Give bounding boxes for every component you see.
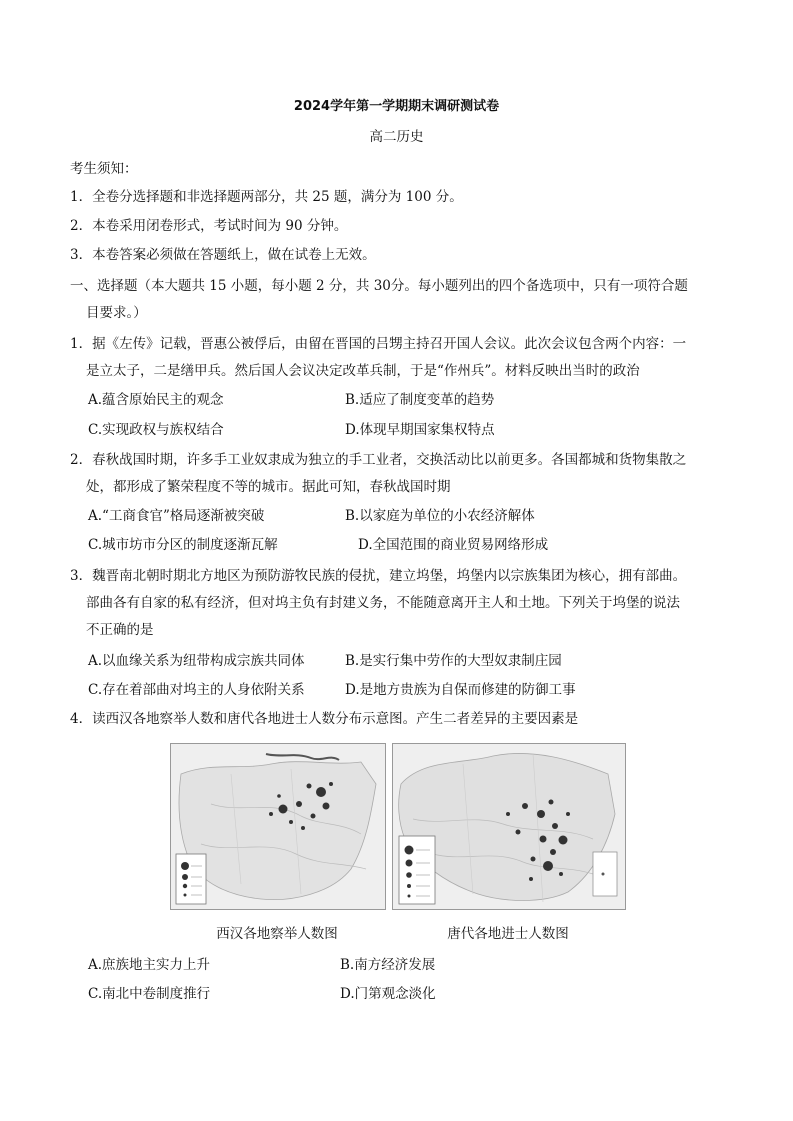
question-3-line-2: 部曲各有自家的私有经济，但对坞主负有封建义务，不能随意离开主人和土地。下列关于坞堡的说法 xyxy=(86,595,680,611)
question-2-option-b[interactable]: B.以家庭为单位的小农经济解体 xyxy=(345,508,535,524)
notice-item-1: 1．全卷分选择题和非选择题两部分，共 25 题，满分为 100 分。 xyxy=(70,189,463,205)
question-1-option-a[interactable]: A.蕴含原始民主的观念 xyxy=(88,392,224,408)
tang-map xyxy=(392,743,626,910)
question-3-option-d[interactable]: D.是地方贵族为自保而修建的防御工事 xyxy=(345,682,576,698)
tang-legend xyxy=(399,836,435,904)
question-1-option-d[interactable]: D.体现早期国家集权特点 xyxy=(345,422,495,438)
western-han-map xyxy=(170,743,386,910)
exam-title: 2024学年第一学期期末调研测试卷 xyxy=(293,99,500,114)
question-2-option-d[interactable]: D.全国范围的商业贸易网络形成 xyxy=(358,537,549,553)
tang-inset xyxy=(593,852,617,896)
question-2-line-2: 处，都形成了繁荣程度不等的城市。据此可知，春秋战国时期 xyxy=(86,479,451,495)
western-han-map-caption: 西汉各地察举人数图 xyxy=(216,926,338,942)
western-han-legend xyxy=(176,854,206,904)
question-1-line-1: 1．据《左传》记载，晋惠公被俘后，由留在晋国的吕甥主持召开国人会议。此次会议包含两个内容：一 xyxy=(70,336,687,352)
question-2-option-c[interactable]: C.城市坊市分区的制度逐渐瓦解 xyxy=(88,537,278,553)
question-3-option-a[interactable]: A.以血缘关系为纽带构成宗族共同体 xyxy=(88,653,305,669)
question-3-line-3: 不正确的是 xyxy=(86,622,154,638)
question-4-option-c[interactable]: C.南北中卷制度推行 xyxy=(88,986,211,1002)
question-4-option-d[interactable]: D.门第观念淡化 xyxy=(340,986,436,1002)
tang-map-caption: 唐代各地进士人数图 xyxy=(447,926,569,942)
question-1-option-b[interactable]: B.适应了制度变革的趋势 xyxy=(345,392,495,408)
question-2-option-a[interactable]: A.“工商食官”格局逐渐被突破 xyxy=(88,508,265,524)
question-3-option-b[interactable]: B.是实行集中劳作的大型奴隶制庄园 xyxy=(345,653,562,669)
question-4-option-b[interactable]: B.南方经济发展 xyxy=(340,957,436,973)
notice-item-2: 2．本卷采用闭卷形式，考试时间为 90 分钟。 xyxy=(70,218,348,234)
question-1-option-c[interactable]: C.实现政权与族权结合 xyxy=(88,422,224,438)
question-3-line-1: 3．魏晋南北朝时期北方地区为预防游牧民族的侵扰，建立坞堡，坞堡内以宗族集团为核心，拥有部曲。 xyxy=(70,568,687,584)
notice-item-3: 3．本卷答案必须做在答题纸上，做在试卷上无效。 xyxy=(70,247,376,263)
section-heading-cont: 目要求。） xyxy=(86,305,147,321)
section-heading: 一、选择题（本大题共 15 小题，每小题 2 分，共 30分。每小题列出的四个备选项中，只有一项符合题 xyxy=(70,278,688,294)
notice-heading: 考生须知： xyxy=(70,161,138,177)
question-4-line-1: 4．读西汉各地察举人数和唐代各地进士人数分布示意图。产生二者差异的主要因素是 xyxy=(70,711,579,727)
tang-map-drawing xyxy=(393,744,625,909)
western-han-map-drawing xyxy=(171,744,385,909)
question-4-option-a[interactable]: A.庶族地主实力上升 xyxy=(88,957,211,973)
exam-subject: 高二历史 xyxy=(369,129,424,145)
question-2-line-1: 2．春秋战国时期，许多手工业奴隶成为独立的手工业者，交换活动比以前更多。各国都城和货物集散之 xyxy=(70,452,687,468)
question-1-line-2: 是立太子，二是缮甲兵。然后国人会议决定改革兵制，于是“作州兵”。材料反映出当时的政治 xyxy=(86,363,640,379)
question-3-option-c[interactable]: C.存在着部曲对坞主的人身依附关系 xyxy=(88,682,305,698)
